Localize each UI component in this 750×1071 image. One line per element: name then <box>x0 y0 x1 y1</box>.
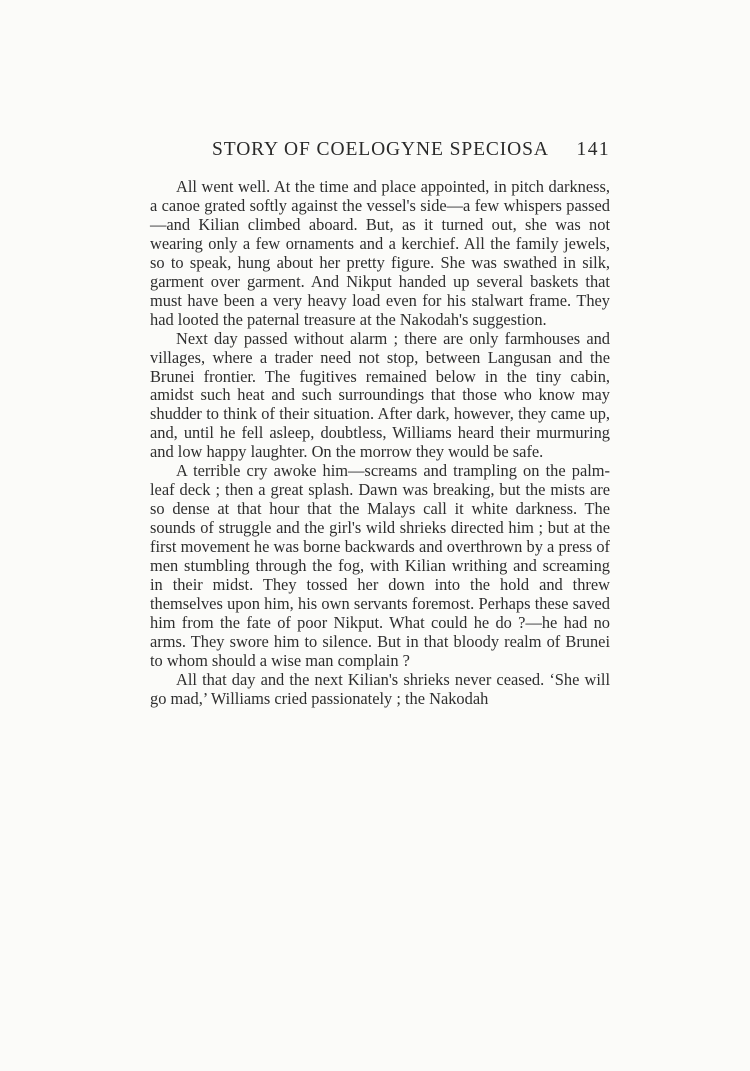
page-number: 141 <box>576 139 610 160</box>
paragraph: All went well. At the time and place appointed, in pitch darkness, a canoe grated softly against the vessel's side—a few whispers passed—and Kilian climbed aboard. But, as it turned out, she was not wearing only a few ornaments and a kerchief. All the family jewels, so to speak, hung about her pretty figure. She was swathed in silk, garment over garment. And Nikput handed up several baskets that must have been a very heavy load even for his stalwart frame. They had looted the paternal treasure at the Nakodah's suggestion. <box>150 177 610 329</box>
body-text <box>150 178 610 709</box>
running-head: STORY OF COELOGYNE SPECIOSA <box>212 139 549 160</box>
paragraph: A terrible cry awoke him—screams and trampling on the palm-leaf deck ; then a great splash. Dawn was breaking, but the mists are so dense at that hour that the Malays call it white darkness. The sounds of struggle and the girl's wild shrieks directed him ; but at the first movement he was borne backwards and overthrown by a press of men stumbling through the fog, with Kilian writhing and screaming in their midst. They tossed her down into the hold and threw themselves upon him, his own servants foremost. Perhaps these saved him from the fate of poor Nikput. What could he do ?—he had no arms. They swore him to silence. But in that bloody realm of Brunei to whom should a wise man complain ? <box>150 461 610 670</box>
paragraph: All that day and the next Kilian's shrieks never ceased. ‘She will go mad,’ Williams cried passionately ; the Nakodah <box>150 669 610 708</box>
paragraph: Next day passed without alarm ; there are only farmhouses and villages, where a trader need not stop, between Langusan and the Brunei frontier. The fugitives remained below in the tiny cabin, amidst such heat and such surroundings that those who know may shudder to think of their situation. After dark, however, they came up, and, until he fell asleep, doubtless, Williams heard their murmuring and low happy laughter. On the morrow they would be safe. <box>150 328 610 462</box>
page-header <box>174 139 610 163</box>
